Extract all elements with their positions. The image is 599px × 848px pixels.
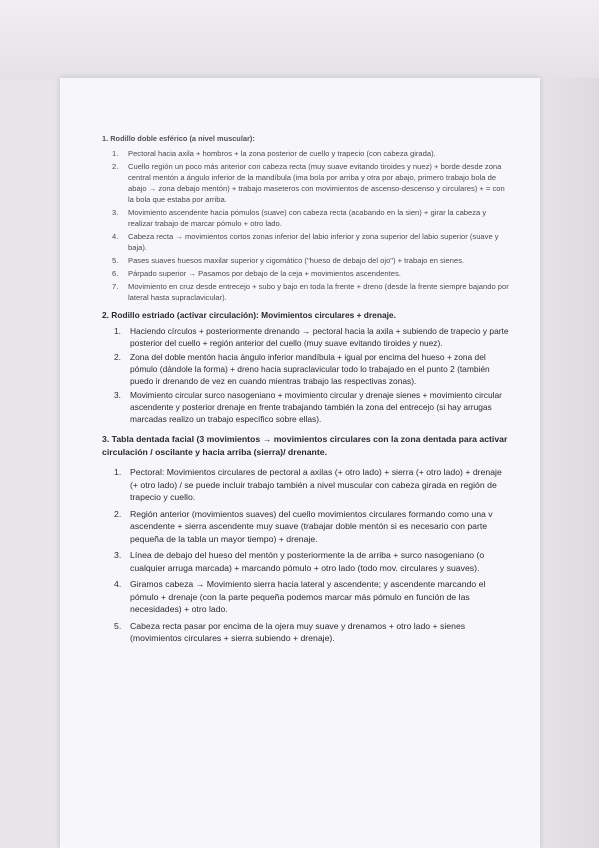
list-item <box>102 351 512 387</box>
list-item <box>102 389 512 425</box>
item-text: Pases suaves huesos maxilar superior y cigomático ("hueso de debajo del ojo") + trabajo en sienes. <box>128 256 465 265</box>
list-item <box>102 207 512 229</box>
item-text: Zona del doble mentón hacia ángulo inferior mandíbula + igual por encima del hueso + zona del pómulo (dándole la forma) + dreno hacia supraclavicular todo lo trabajado en el punto 2 (también puedo ir drenando de vez en cuando mientras trabajo las respectivas zonas). <box>130 352 490 386</box>
section-2 <box>102 309 512 425</box>
item-text: Movimiento circular surco nasogeniano + movimiento circular y drenaje sienes + movimiento circular ascendente y posterior drenaje en frente trabajando también la zona del entrecejo (si hay arrugas marcadas realizo un trabajo específico sobre ellas). <box>130 390 502 424</box>
item-text: Región anterior (movimientos suaves) del cuello movimientos circulares formando como una v ascendente + sierra ascendente muy suave (trabajar doble mentón si es necesario con parte pequeña de la tabla un mayor tiempo) + drenaje. <box>130 508 493 544</box>
list-item <box>102 325 512 349</box>
list-item <box>102 466 512 504</box>
item-number: 1. <box>114 326 121 336</box>
item-text: Haciendo círculos + posteriormente drenando → pectoral hacia la axila + subiendo de trapecio y parte posterior del cuello + región anterior del cuello (muy suave evitando tiroides y nuez). <box>130 326 509 348</box>
item-number: 3. <box>114 390 121 400</box>
item-text: Giramos cabeza → Movimiento sierra hacia lateral y ascendente; y ascendente marcando el pómulo + drenaje (con la parte pequeña podemos marcar más pómulo en función de las necesidades) + otro lado. <box>130 579 486 614</box>
item-number: 4. <box>112 232 119 241</box>
item-text: Cabeza recta pasar por encima de la ojera muy suave y drenamos + otro lado + sienes (movimientos circulares + sierra subiendo + drenaje). <box>130 620 466 643</box>
item-text: Párpado superior → Pasamos por debajo de la ceja + movimientos ascendentes. <box>128 269 401 278</box>
item-text: Cuello región un poco más anterior con cabeza recta (muy suave evitando tiroides y nuez) + borde desde zona central mentón a ángulo inferior de la mandíbula (ima bola por arriba y otra por abajo, primero trabajo bola de abajo → zona debajo mentón) + trabajo maseteros con movimientos de ascenso-descenso y circulares) + = con la bola que estaba por arriba. <box>128 162 505 204</box>
item-text: Pectoral: Movimientos circulares de pectoral a axilas (+ otro lado) + sierra (+ otro lado) + drenaje (+ otro lado) / se puede incluir trabajo también a nivel muscular con cabeza girada en región de trapecio y cuello. <box>130 467 502 502</box>
item-number: 1. <box>114 467 122 477</box>
item-number: 7. <box>112 282 119 291</box>
item-number: 2. <box>114 352 121 362</box>
item-text: Movimiento en cruz desde entrecejo + subo y bajo en toda la frente + dreno (desde la frente siempre bajando por lateral hasta supraclavicular). <box>128 282 509 302</box>
item-number: 3. <box>112 208 119 217</box>
document-content <box>102 133 512 649</box>
item-number: 2. <box>114 508 122 519</box>
section-3-heading: 3. Tabla dentada facial (3 movimientos → movimientos circulares con la zona dentada para activar circulación / oscilante y hacia arriba (sierra)/ drenante. <box>102 434 508 457</box>
item-number: 2. <box>112 162 119 171</box>
list-item <box>102 620 512 645</box>
item-text: Pectoral hacia axila + hombros + la zona posterior de cuello y trapecio (con cabeza girada). <box>128 149 436 158</box>
list-item <box>102 549 512 574</box>
list-item <box>102 148 512 159</box>
item-text: Cabeza recta → movimientos cortos zonas inferior del labio inferior y zona superior del labio superior (suave y baja). <box>128 232 499 252</box>
section-2-heading: 2. Rodillo estriado (activar circulación): Movimientos circulares + drenaje. <box>102 310 396 320</box>
item-number: 5. <box>112 256 119 265</box>
section-3 <box>102 433 512 645</box>
item-number: 4. <box>114 579 122 589</box>
item-number: 5. <box>114 620 122 631</box>
item-text: Movimiento ascendente hacia pómulos (suave) con cabeza recta (acabando en la sien) + girar la cabeza y realizar trabajo de marcar pómulo + otro lado. <box>128 208 487 228</box>
list-item <box>102 255 512 266</box>
background-top <box>0 0 599 80</box>
item-number: 1. <box>112 149 119 158</box>
section-1-heading: 1. Rodillo doble esférico (a nivel muscular): <box>102 134 255 143</box>
background-right <box>538 78 599 848</box>
item-number: 3. <box>114 550 122 560</box>
list-item <box>102 161 512 205</box>
item-number: 6. <box>112 269 119 278</box>
section-1 <box>102 133 512 303</box>
item-text: Línea de debajo del hueso del mentón y posteriormente la de arriba + surco nasogeniano (o cualquier arruga marcada) + marcando pómulo + otro lado (todo mov. circulares y suaves). <box>130 550 485 573</box>
list-item <box>102 508 512 546</box>
list-item <box>102 578 512 616</box>
list-item <box>102 231 512 253</box>
paper-sheet <box>60 78 540 848</box>
list-item <box>102 281 512 303</box>
list-item <box>102 268 512 279</box>
